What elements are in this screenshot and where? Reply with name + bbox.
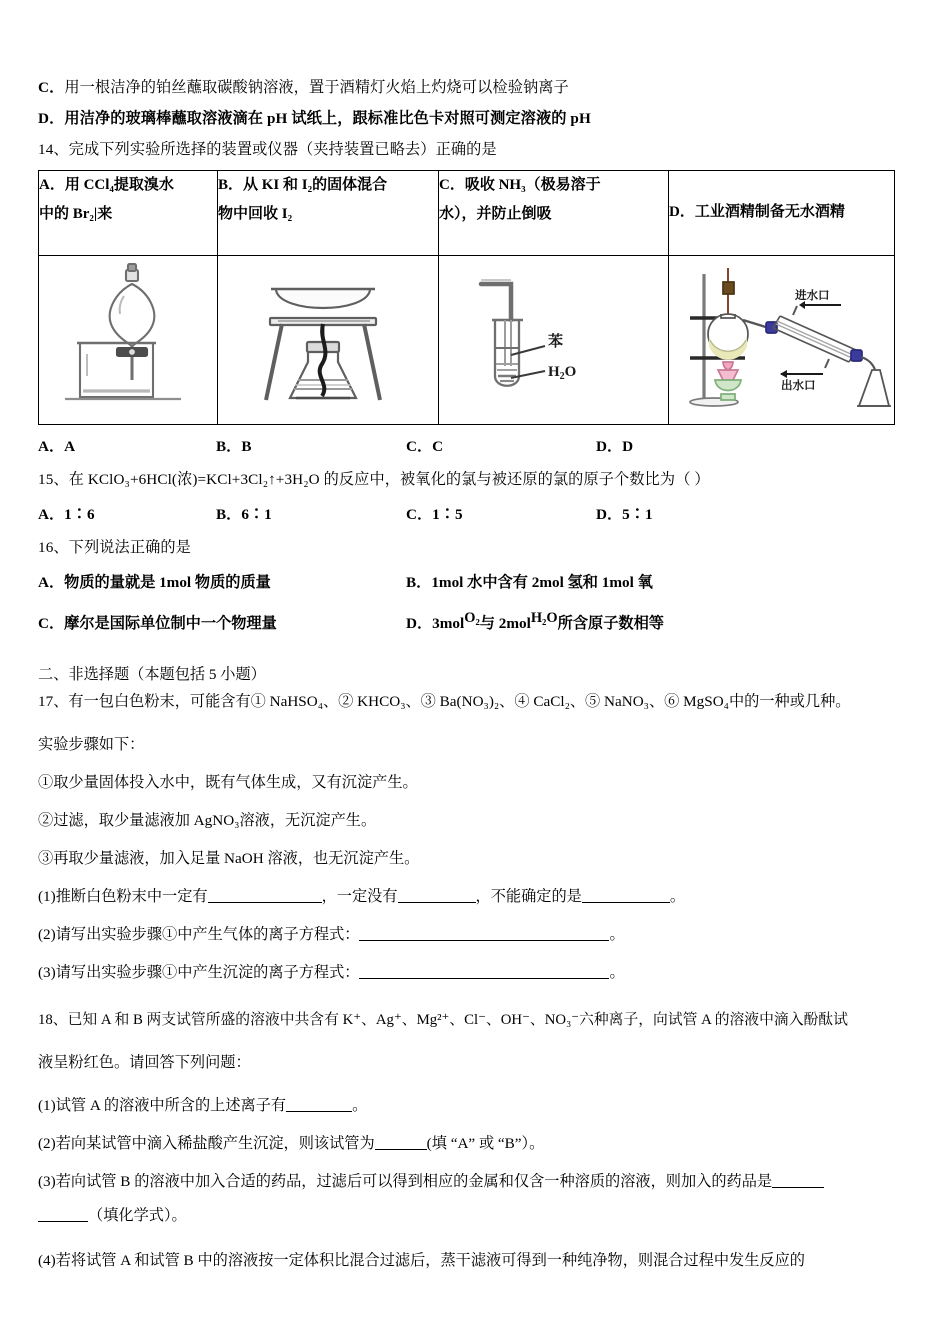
figure-label-benzene: 苯 — [547, 334, 563, 351]
separatory-funnel-beaker-icon — [39, 256, 217, 421]
q16-stem: 16、下列说法正确的是 — [38, 538, 191, 556]
q18-sub-3-num: (3) — [38, 1173, 56, 1191]
q18-sub-3-blank-2[interactable] — [38, 1221, 88, 1222]
q17-sub-1-blank-2[interactable] — [398, 902, 476, 903]
q17-sub-3 — [38, 961, 914, 982]
q18-sub-3-cont — [38, 1204, 914, 1225]
q15-choice-b[interactable] — [216, 503, 406, 524]
apparatus-a-letter: A． — [39, 176, 65, 193]
q16-choice-d-letter: D． — [406, 615, 433, 633]
q16-choice-b-text: 1mol 水中含有 2mol 氢和 1mol 氧 — [431, 574, 653, 592]
q14-choice-d[interactable] — [596, 435, 796, 456]
q18-sub-4-pre: 若将试管 A 和试管 B 中的溶液按一定体积比混合过滤后，蒸干滤液可得到一种纯净物，则混合过程中发生反应的 — [55, 1252, 805, 1270]
distillation-apparatus-icon — [669, 256, 894, 421]
q16-choice-d-pre: 3mol — [432, 615, 465, 633]
apparatus-c-line1: 吸收 NH₃（极易溶于 — [464, 176, 601, 193]
q18-sub-1-post: 。 — [352, 1097, 368, 1115]
q15-choice-b-letter: B． — [216, 505, 242, 523]
q14-choice-b-letter: B． — [216, 437, 242, 455]
q16-choice-b-letter: B． — [406, 574, 432, 592]
q18-sub-2-pre: 若向某试管中滴入稀盐酸产生沉淀，则该试管为 — [55, 1135, 375, 1153]
apparatus-cell-b-header — [218, 170, 439, 255]
apparatus-cell-a-header — [39, 170, 218, 255]
apparatus-cell-c-header — [439, 170, 669, 255]
q16-choice-d-formula-o2: O₂ — [464, 610, 480, 627]
sublimation-tripod-dish-icon — [218, 256, 438, 421]
q15-choice-c-letter: C． — [406, 505, 433, 523]
q18-sub-1-pre: 试管 A 的溶液中所含的上述离子有 — [55, 1097, 287, 1115]
q17-sub-1-pre: 推断白色粉末中一定有 — [55, 888, 208, 906]
q18-sub-1-num: (1) — [38, 1097, 56, 1115]
q13-option-c-text: 用一根洁净的铂丝蘸取碳酸钠溶液，置于酒精灯火焰上灼烧可以检验钠离子 — [64, 79, 569, 96]
q13-option-c-letter: C． — [38, 79, 65, 96]
q17-sub-1-blank-3[interactable] — [582, 902, 670, 903]
q15-choice-c[interactable] — [406, 503, 596, 524]
q18-sub-1-blank[interactable] — [286, 1111, 352, 1112]
q14-choice-a-letter: A． — [38, 437, 65, 455]
apparatus-table — [38, 170, 895, 425]
q18-sub-4-num: (4) — [38, 1252, 56, 1270]
table-row-figures — [39, 255, 895, 424]
apparatus-cell-c-figure — [439, 255, 669, 424]
apparatus-c-line2: 水），并防止倒吸 — [439, 205, 552, 222]
table-row-headers — [39, 170, 895, 255]
q17-sub-1-mid2: ，不能确定的是 — [475, 888, 582, 906]
q15-choice-c-text: 1∶5 — [432, 505, 463, 523]
q18-sub-3-blank-1[interactable] — [772, 1187, 824, 1188]
q16-choice-d-mid: 与 2mol — [479, 615, 531, 633]
q17-step-1: ①取少量固体投入水中，既有气体生成，又有沉淀产生。 — [38, 774, 418, 792]
q17-sub-3-pre: 请写出实验步骤①中产生沉淀的离子方程式： — [55, 964, 360, 982]
q16-choice-d-formula-h2o: H₂O — [530, 610, 558, 627]
q17-sub-1-post: 。 — [669, 888, 686, 906]
q16-choice-b[interactable] — [406, 571, 653, 592]
q15-choice-a[interactable] — [38, 503, 216, 524]
test-tube-benzene-water-icon — [439, 256, 668, 421]
q14-choices — [38, 435, 914, 456]
section2-heading: 二、非选择题（本题包括 5 小题） — [38, 666, 266, 684]
q16-choice-a-letter: A． — [38, 574, 65, 592]
q14-choice-b[interactable] — [216, 435, 406, 456]
q17-sub-3-blank[interactable] — [359, 978, 609, 979]
q13-option-c — [38, 80, 914, 95]
apparatus-b-line1: 从 KI 和 I₂的固体混合 — [243, 176, 388, 193]
q17-sub-2-post: 。 — [609, 926, 625, 944]
q15-choice-b-text: 6∶1 — [241, 505, 272, 523]
q18-sub-2-post: (填 “A” 或 “B”）。 — [426, 1135, 545, 1153]
q14-stem: 14、完成下列实验所选择的装置或仪器（夹持装置已略去）正确的是 — [38, 141, 497, 159]
q18-sub-2 — [38, 1132, 914, 1153]
q17-sub-1-num: (1) — [38, 888, 56, 906]
apparatus-cell-d-header — [669, 170, 895, 255]
q18-stem-line2: 液呈粉红色。请回答下列问题： — [38, 1054, 251, 1072]
figure-label-water-outlet: 出水口 — [780, 380, 815, 393]
q13-option-d — [38, 111, 914, 126]
figure-label-water: $H_2O$ — [547, 364, 576, 383]
apparatus-c-letter: C． — [439, 176, 465, 193]
q17-sub-1 — [38, 885, 914, 906]
apparatus-b-line2: 物中回收 I₂ — [218, 205, 293, 222]
q17-sub-3-num: (3) — [38, 964, 56, 982]
q14-choice-c-text: C — [432, 437, 444, 455]
q14-choice-a-text: A — [64, 437, 76, 455]
q18-sub-2-blank[interactable] — [375, 1149, 427, 1150]
apparatus-d-letter: D． — [669, 204, 695, 221]
figure-label-water-inlet: 进水口 — [794, 290, 829, 303]
q16-choice-a[interactable] — [38, 571, 406, 592]
q18-stem-line1: 18、已知 A 和 B 两支试管所盛的溶液中共含有 K⁺、Ag⁺、Mg²⁺、Cl⁻、OH⁻、NO₃⁻六种离子，向试管 A 的溶液中滴入酚酞试 — [38, 1012, 848, 1029]
q17-sub-2 — [38, 923, 914, 944]
q14-choice-b-text: B — [241, 437, 252, 455]
q13-option-d-letter: D． — [38, 110, 65, 128]
q18-sub-4 — [38, 1249, 914, 1270]
q15-choice-a-letter: A． — [38, 505, 65, 523]
q18-sub-3 — [38, 1170, 914, 1191]
q14-choice-c-letter: C． — [406, 437, 433, 455]
q17-stem: 17、有一包白色粉末，可能含有① NaHSO₄、② KHCO₃、③ Ba(NO₃)₂、④ CaCl₂、⑤ NaNO₃、⑥ MgSO₄中的一种或几种。 — [38, 693, 851, 711]
q15-choice-a-text: 1∶6 — [64, 505, 95, 523]
apparatus-cell-a-figure — [39, 255, 218, 424]
q17-sub-2-blank[interactable] — [359, 940, 609, 941]
q17-step-3: ③再取少量滤液，加入足量 NaOH 溶液，也无沉淀产生。 — [38, 850, 420, 868]
q17-sub-2-num: (2) — [38, 926, 56, 944]
q16-choice-c[interactable] — [38, 612, 406, 633]
q17-sub-2-pre: 请写出实验步骤①中产生气体的离子方程式： — [55, 926, 360, 944]
q14-choice-d-text: D — [622, 437, 634, 455]
q13-option-d-text: 用洁净的玻璃棒蘸取溶液滴在 pH 试纸上，跟标准比色卡对照可测定溶液的 pH — [64, 110, 591, 128]
q16-choice-a-text: 物质的量就是 1mol 物质的质量 — [64, 574, 271, 592]
q16-choice-d-post: 所含原子数相等 — [557, 615, 664, 633]
q14-choice-a[interactable] — [38, 435, 216, 456]
q18-sub-3-pre: 若向试管 B 的溶液中加入合适的药品，过滤后可以得到相应的金属和仅含一种溶质的溶液，则加入的药品是 — [55, 1173, 773, 1191]
q16-choice-d[interactable] — [406, 610, 664, 633]
apparatus-b-letter: B． — [218, 176, 244, 193]
q15-stem: 15、在 KClO₃+6HCl(浓)=KCl+3Cl₂↑+3H₂O 的反应中，被氧化的氯与被还原的氯的原子个数比为（ ） — [38, 470, 710, 488]
q16-choice-c-letter: C． — [38, 615, 65, 633]
q15-choice-d-text: 5∶1 — [622, 505, 653, 523]
q18-sub-1 — [38, 1094, 914, 1115]
q16-choices-row2 — [38, 610, 914, 633]
q16-choices-row1 — [38, 571, 914, 592]
q15-choice-d-letter: D． — [596, 505, 623, 523]
q15-choices — [38, 503, 914, 524]
apparatus-cell-b-figure — [218, 255, 439, 424]
q17-sub-1-blank-1[interactable] — [208, 902, 322, 903]
page-body — [38, 80, 914, 1287]
apparatus-a-line1: 用 CCl₄提取溴水 — [64, 176, 174, 193]
q17-step-2: ②过滤，取少量滤液加 AgNO₃溶液，无沉淀产生。 — [38, 812, 377, 830]
q18-sub-2-num: (2) — [38, 1135, 56, 1153]
q15-choice-d[interactable] — [596, 503, 796, 524]
apparatus-cell-d-figure — [669, 255, 895, 424]
q17-sub-3-post: 。 — [609, 964, 625, 982]
q14-choice-c[interactable] — [406, 435, 596, 456]
apparatus-a-line2: 中的 Br₂|来 — [39, 205, 113, 222]
q18-sub-3-cont-text: （填化学式）。 — [88, 1207, 187, 1225]
apparatus-d-line1: 工业酒精制备无水酒精 — [694, 204, 845, 221]
q17-sub-1-mid1: ，一定没有 — [321, 888, 398, 906]
q16-choice-c-text: 摩尔是国际单位制中一个物理量 — [64, 615, 277, 633]
q17-steps-label: 实验步骤如下： — [38, 736, 145, 754]
q14-choice-d-letter: D． — [596, 437, 623, 455]
